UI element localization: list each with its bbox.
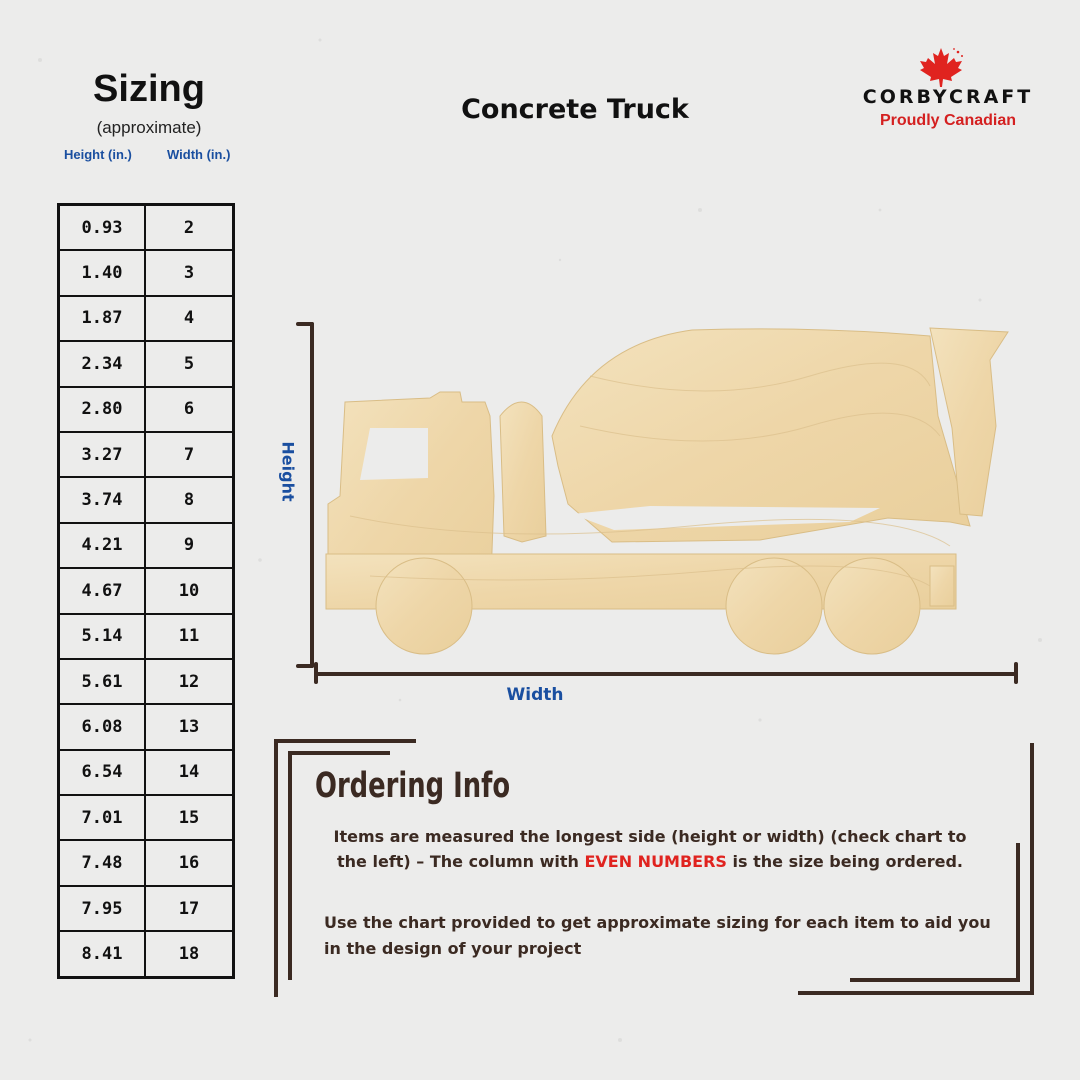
sizing-subtitle: (approximate) (96, 118, 202, 137)
width-cell: 12 (145, 659, 234, 704)
table-row (59, 840, 234, 885)
table-row (59, 886, 234, 931)
height-cell: 0.93 (59, 205, 146, 251)
table-row (59, 750, 234, 795)
height-cell: 2.80 (59, 387, 146, 432)
height-cell: 7.95 (59, 886, 146, 931)
width-cell: 3 (145, 250, 234, 295)
table-row (59, 568, 234, 613)
table-row (59, 341, 234, 386)
table-row (59, 931, 234, 977)
table-row (59, 250, 234, 295)
width-dimension-line (316, 664, 1016, 682)
sizing-table (57, 203, 235, 979)
height-cell: 1.40 (59, 250, 146, 295)
even-numbers-highlight: EVEN NUMBERS (584, 852, 727, 871)
height-label: Height (278, 441, 298, 502)
width-label: Width (506, 685, 564, 705)
table-row (59, 432, 234, 477)
width-cell: 18 (145, 931, 234, 977)
maple-leaf-icon (916, 46, 966, 88)
width-cell: 7 (145, 432, 234, 477)
ordering-text-end: is the size being ordered. (726, 852, 963, 871)
height-dimension-line (298, 324, 312, 666)
width-cell: 5 (145, 341, 234, 386)
width-cell: 17 (145, 886, 234, 931)
brand-tagline: Proudly Canadian (879, 112, 1017, 129)
product-title: Concrete Truck (461, 94, 689, 125)
table-row (59, 387, 234, 432)
width-cell: 6 (145, 387, 234, 432)
table-row (59, 614, 234, 659)
table-row (59, 523, 234, 568)
height-cell: 1.87 (59, 296, 146, 341)
truck-shape (326, 328, 1008, 654)
table-row (59, 659, 234, 704)
height-cell: 2.34 (59, 341, 146, 386)
ordering-text: Items are measured the longest side (height or width) (check chart to the left) – The column with (333, 827, 967, 871)
width-cell: 2 (145, 205, 234, 251)
ordering-paragraph-1 (320, 824, 980, 874)
height-cell: 7.01 (59, 795, 146, 840)
width-cell: 14 (145, 750, 234, 795)
height-column-header: Height (in.) (64, 147, 132, 162)
table-row (59, 205, 234, 251)
ordering-paragraph-2: Use the chart provided to get approximate sizing for each item to aid you in the design of your project (324, 913, 991, 958)
width-cell: 9 (145, 523, 234, 568)
table-row (59, 296, 234, 341)
width-cell: 13 (145, 704, 234, 749)
table-row (59, 477, 234, 522)
ordering-title: Ordering Info (315, 766, 511, 806)
width-cell: 8 (145, 477, 234, 522)
height-cell: 6.08 (59, 704, 146, 749)
height-cell: 8.41 (59, 931, 146, 977)
height-cell: 7.48 (59, 840, 146, 885)
width-cell: 4 (145, 296, 234, 341)
width-cell: 10 (145, 568, 234, 613)
width-column-header: Width (in.) (167, 147, 231, 162)
table-row (59, 704, 234, 749)
height-cell: 5.14 (59, 614, 146, 659)
height-cell: 4.21 (59, 523, 146, 568)
height-cell: 4.67 (59, 568, 146, 613)
height-cell: 3.74 (59, 477, 146, 522)
width-cell: 16 (145, 840, 234, 885)
sizing-title: Sizing (93, 68, 205, 110)
height-cell: 5.61 (59, 659, 146, 704)
truck-illustration (290, 316, 1030, 706)
height-cell: 3.27 (59, 432, 146, 477)
width-cell: 11 (145, 614, 234, 659)
table-row (59, 795, 234, 840)
brand-name: CORBYCRAFT (862, 86, 1034, 108)
width-cell: 15 (145, 795, 234, 840)
height-cell: 6.54 (59, 750, 146, 795)
